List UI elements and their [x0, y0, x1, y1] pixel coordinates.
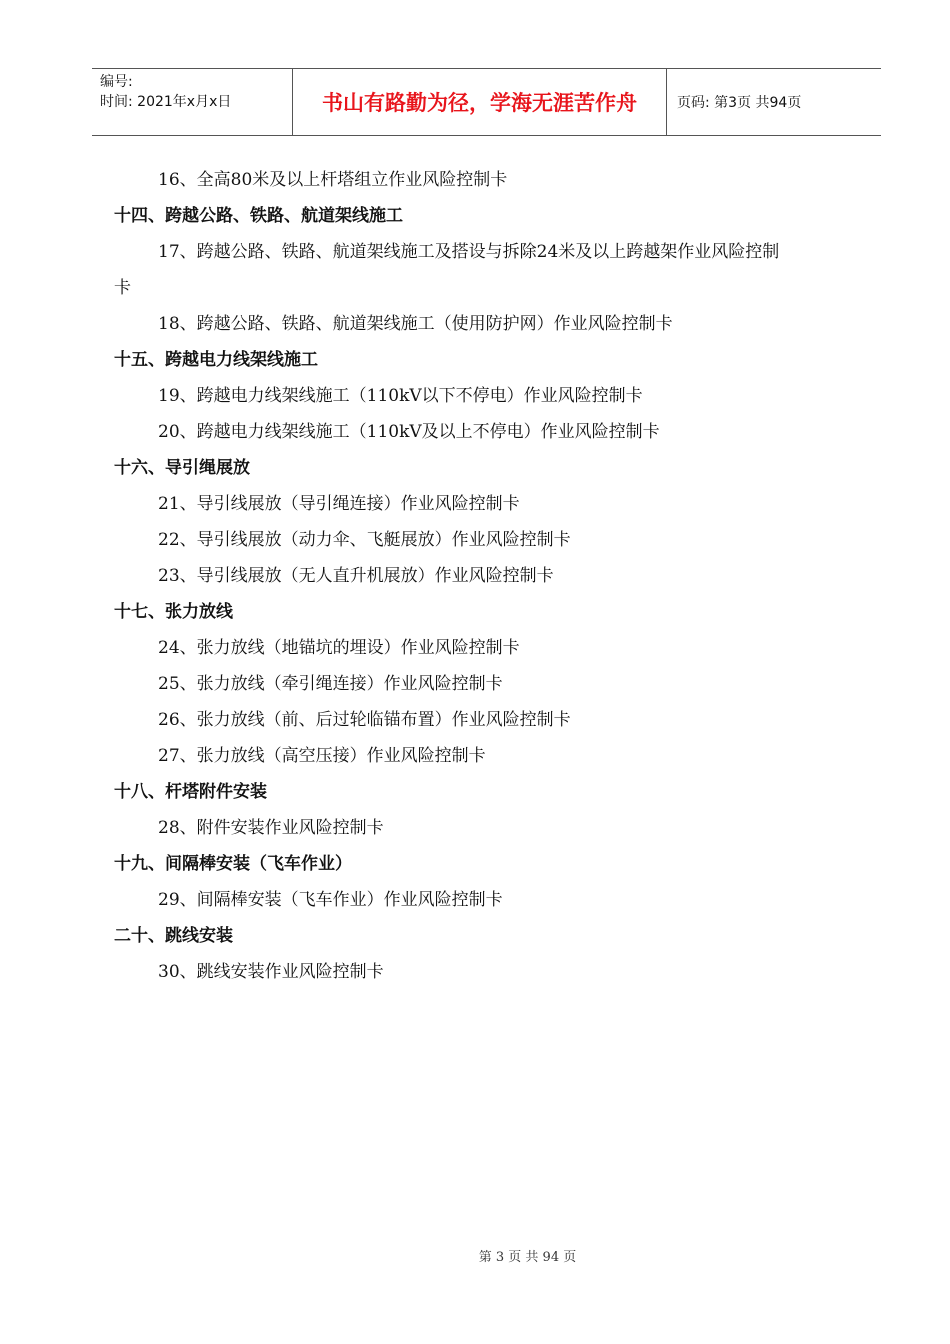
list-item: 17、跨越公路、铁路、航道架线施工及搭设与拆除24米及以上跨越架作业风险控制	[158, 242, 780, 262]
section-heading: 十七、张力放线	[114, 602, 233, 622]
list-item: 20、跨越电力线架线施工（110kV及以上不停电）作业风险控制卡	[158, 422, 660, 442]
list-item: 23、导引线展放（无人直升机展放）作业风险控制卡	[158, 566, 554, 586]
header-meta	[92, 69, 293, 135]
list-item: 26、张力放线（前、后过轮临锚布置）作业风险控制卡	[158, 710, 571, 730]
section-heading: 二十、跳线安装	[114, 926, 233, 946]
list-item: 21、导引线展放（导引绳连接）作业风险控制卡	[158, 494, 520, 514]
list-item: 29、间隔棒安装（飞车作业）作业风险控制卡	[158, 890, 503, 910]
list-item: 18、跨越公路、铁路、航道架线施工（使用防护网）作业风险控制卡	[158, 314, 673, 334]
section-heading: 十五、跨越电力线架线施工	[114, 350, 318, 370]
list-item: 27、张力放线（高空压接）作业风险控制卡	[158, 746, 486, 766]
section-heading: 十四、跨越公路、铁路、航道架线施工	[114, 206, 403, 226]
page-footer: 第 3 页 共 94 页	[478, 1250, 577, 1265]
header-page-info: 页码: 第3页 共94页	[677, 95, 802, 111]
time-label: 时间: 2021年x月x日	[100, 94, 232, 110]
list-item: 卡	[114, 278, 131, 298]
list-item: 28、附件安装作业风险控制卡	[158, 818, 384, 838]
list-item: 25、张力放线（牵引绳连接）作业风险控制卡	[158, 674, 503, 694]
page-header	[92, 68, 881, 136]
list-item: 22、导引线展放（动力伞、飞艇展放）作业风险控制卡	[158, 530, 571, 550]
list-item: 30、跳线安装作业风险控制卡	[158, 962, 384, 982]
list-item: 19、跨越电力线架线施工（110kV以下不停电）作业风险控制卡	[158, 386, 643, 406]
section-heading: 十六、导引绳展放	[114, 458, 250, 478]
header-motto: 书山有路勤为径，学海无涯苦作舟	[293, 69, 667, 135]
list-item: 16、全高80米及以上杆塔组立作业风险控制卡	[158, 170, 508, 190]
list-item: 24、张力放线（地锚坑的埋设）作业风险控制卡	[158, 638, 520, 658]
number-label: 编号:	[100, 74, 133, 90]
section-heading: 十九、间隔棒安装（飞车作业）	[114, 854, 352, 874]
section-heading: 十八、杆塔附件安装	[114, 782, 267, 802]
